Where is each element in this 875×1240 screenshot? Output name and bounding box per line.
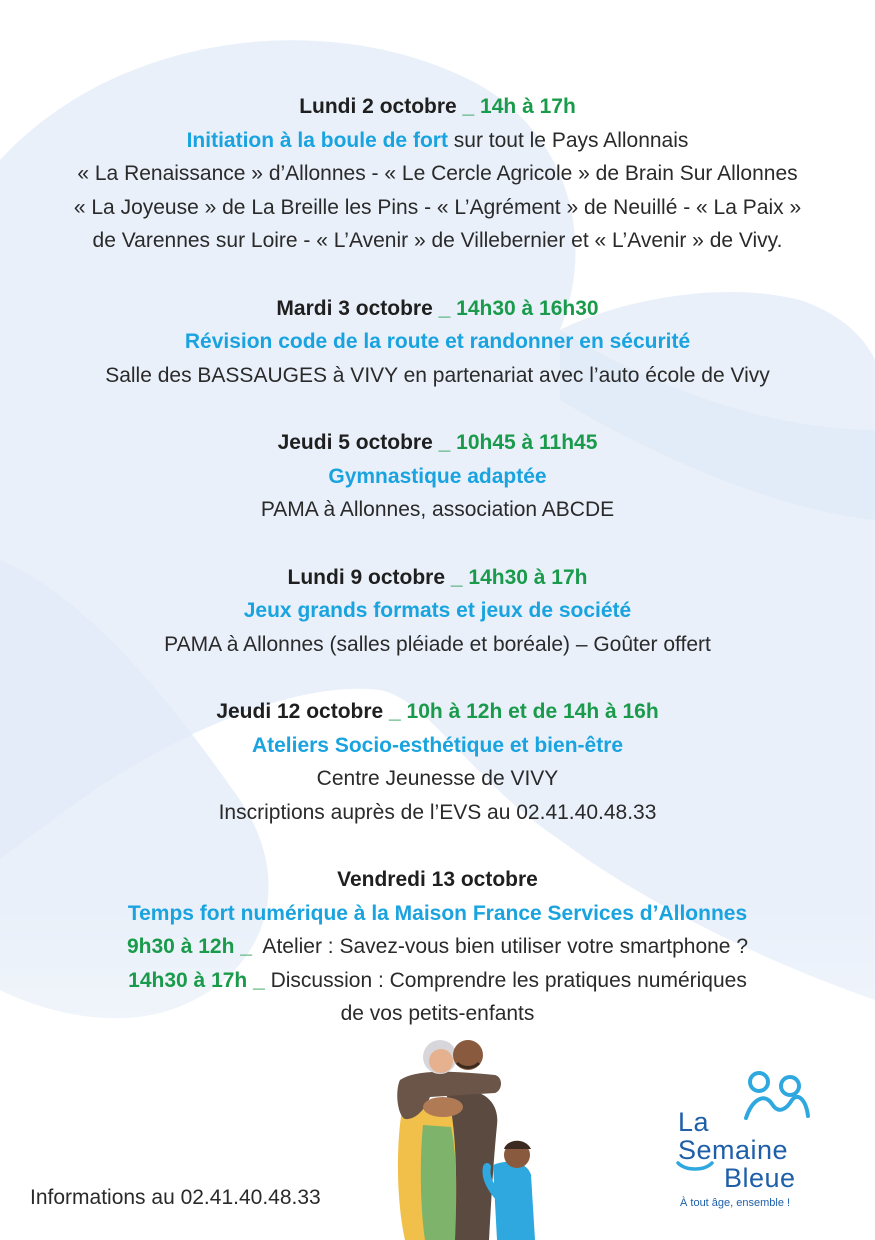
event-activity-line <box>0 124 875 158</box>
event-day: Mardi 3 octobre <box>276 296 433 320</box>
event-time: _ 14h30 à 17h <box>450 565 588 589</box>
event-detail: Salle des BASSAUGES à VIVY en partenariat avec l’auto école de Vivy <box>105 363 770 387</box>
event-detail: Inscriptions auprès de l’EVS au 02.41.40.48.33 <box>218 800 657 824</box>
event-activity: Révision code de la route et randonner en sécurité <box>184 330 691 353</box>
footer-info: Informations au 02.41.40.48.33 <box>30 1186 321 1209</box>
event-header <box>0 90 875 124</box>
logo-line-1: La <box>678 1107 710 1137</box>
event-6 <box>0 863 875 1031</box>
logo-line-2: Semaine <box>678 1135 789 1165</box>
event-detail: « La Joyeuse » de La Breille les Pins - « L’Agrément » de Neuillé - « La Paix » <box>73 195 802 219</box>
event-time: _ 14h à 17h <box>462 95 576 118</box>
slot-time: 14h30 à 17h _ <box>128 968 265 992</box>
event-day: Jeudi 12 octobre <box>216 700 384 723</box>
event-time: _ 10h45 à 11h45 <box>438 431 598 454</box>
event-1 <box>0 90 875 258</box>
event-time: _ 10h à 12h et de 14h à 16h <box>389 700 659 723</box>
event-day: Lundi 9 octobre <box>287 565 446 589</box>
event-activity-suffix: sur tout le Pays Allonnais <box>447 128 689 152</box>
semaine-bleue-logo <box>672 1070 832 1220</box>
event-activity: Gymnastique adaptée <box>328 464 547 488</box>
logo-line-3: Bleue <box>724 1163 796 1193</box>
event-slot <box>0 964 875 998</box>
logo-tagline: À tout âge, ensemble ! <box>680 1197 791 1209</box>
event-detail: PAMA à Allonnes, association ABCDE <box>260 498 615 521</box>
slot-text: Atelier : Savez-vous bien utiliser votre smartphone ? <box>251 935 748 958</box>
family-hug-illustration <box>385 1035 555 1240</box>
event-header <box>0 561 875 595</box>
event-detail: « La Renaissance » d’Allonnes - « Le Cercle Agricole » de Brain Sur Allonnes <box>77 162 798 185</box>
event-header <box>0 292 875 326</box>
event-detail: de vos petits-enfants <box>340 1002 535 1025</box>
event-header <box>0 695 875 729</box>
event-activity: Ateliers Socio-esthétique et bien-être <box>251 733 624 757</box>
event-time: _ 14h30 à 16h30 <box>438 296 599 320</box>
event-day: Lundi 2 octobre <box>299 95 457 118</box>
event-day: Vendredi 13 octobre <box>337 868 538 891</box>
event-list <box>0 90 875 1065</box>
logo-wordmark <box>678 1108 796 1192</box>
event-slot <box>0 930 875 964</box>
event-3 <box>0 426 875 527</box>
event-5 <box>0 695 875 829</box>
slot-text: Discussion : Comprendre les pratiques numériques <box>264 968 747 992</box>
event-4 <box>0 561 875 662</box>
event-2 <box>0 292 875 393</box>
event-activity: Temps fort numérique à la Maison France Services d’Allonnes <box>127 901 748 925</box>
smile-swoosh-icon <box>676 1160 714 1172</box>
event-detail: Centre Jeunesse de VIVY <box>316 767 559 790</box>
slot-time: 9h30 à 12h _ <box>127 935 252 958</box>
event-detail: PAMA à Allonnes (salles pléiade et boréale) – Goûter offert <box>164 632 711 656</box>
event-activity: Initiation à la boule de fort <box>186 128 448 152</box>
event-detail: de Varennes sur Loire - « L’Avenir » de Villebernier et « L’Avenir » de Vivy. <box>92 229 783 252</box>
event-activity: Jeux grands formats et jeux de société <box>243 599 632 622</box>
event-day: Jeudi 5 octobre <box>277 431 433 454</box>
event-header <box>0 426 875 460</box>
